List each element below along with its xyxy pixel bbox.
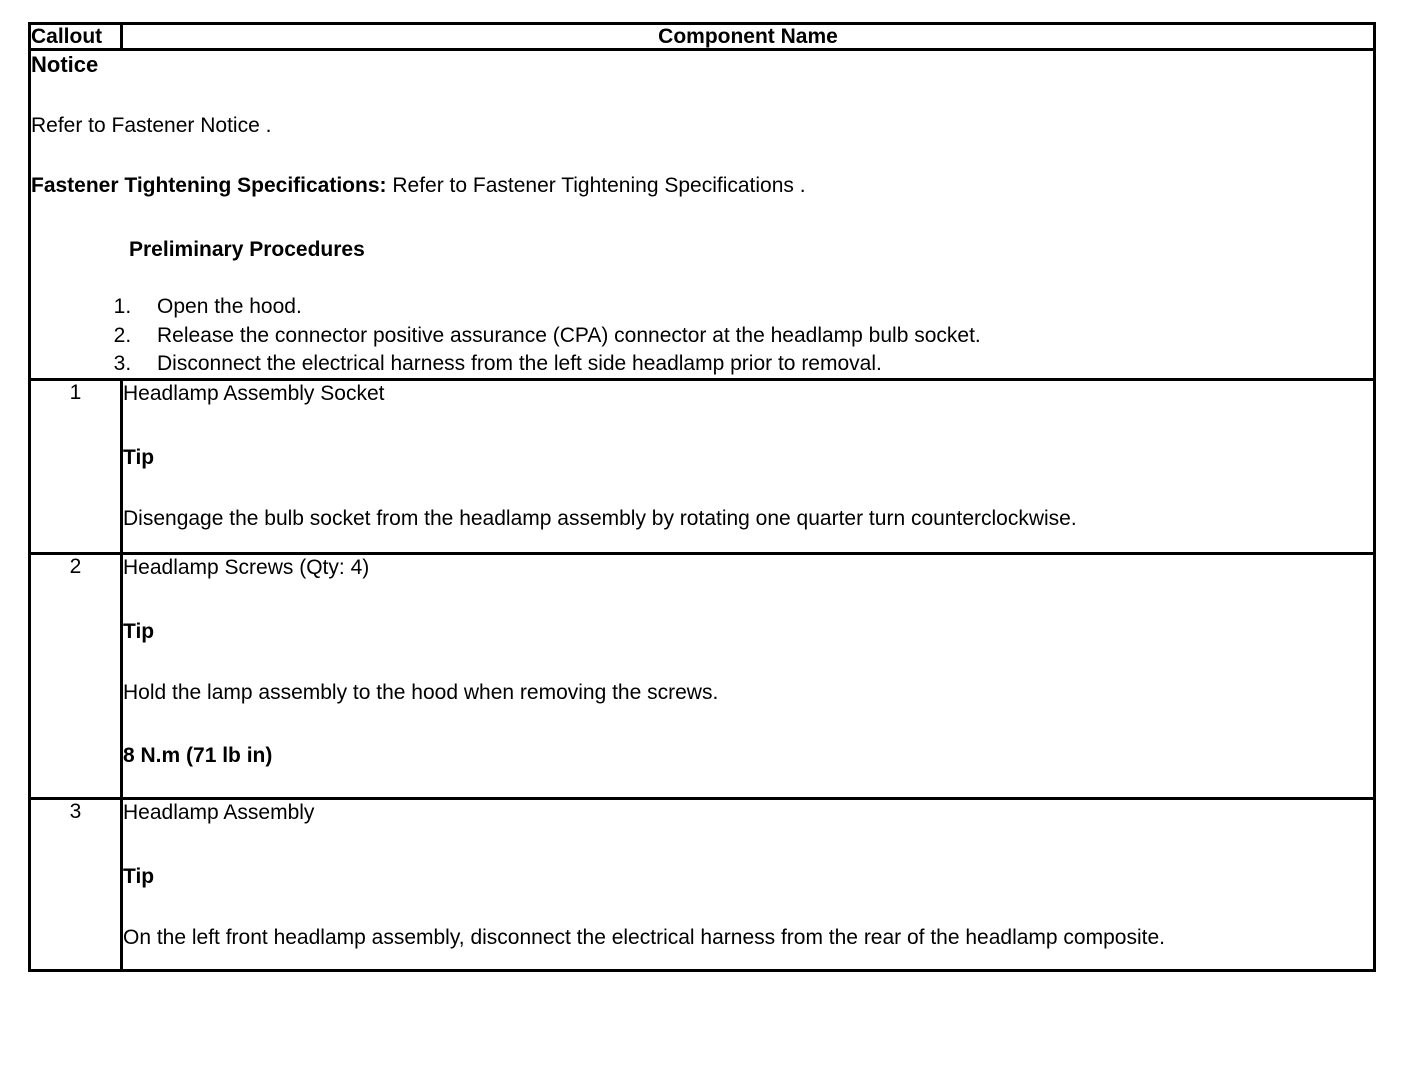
component-name: Headlamp Assembly: [123, 801, 315, 825]
notice-row: [30, 50, 1375, 380]
fastener-spec-label: Fastener Tightening Specifications:: [31, 173, 387, 197]
tip-label: Tip: [123, 619, 155, 643]
callout-number: 1: [30, 380, 122, 554]
table-row: [30, 380, 1375, 554]
callout-number: 3: [30, 799, 122, 971]
component-name: Headlamp Assembly Socket: [123, 382, 385, 406]
preliminary-steps-list: [31, 293, 1373, 378]
component-cell: [122, 380, 1375, 554]
notice-cell: [30, 50, 1375, 380]
tip-label: Tip: [123, 445, 155, 469]
table-row: [30, 799, 1375, 971]
component-cell: [122, 799, 1375, 971]
notice-refer-line: Refer to Fastener Notice .: [31, 113, 272, 137]
fastener-spec-line: [31, 173, 1373, 199]
procedure-table: [28, 22, 1376, 972]
component-cell: [122, 554, 1375, 799]
table-header-row: [30, 24, 1375, 50]
tip-text: Disengage the bulb socket from the headlamp assembly by rotating one quarter turn counterclockwise.: [123, 506, 1077, 530]
list-item: 1. Open the hood.: [137, 293, 1373, 321]
preliminary-procedures-title: Preliminary Procedures: [129, 238, 365, 262]
header-component-name: Component Name: [122, 24, 1375, 50]
table-row: [30, 554, 1375, 799]
torque-spec: 8 N.m (71 lb in): [123, 743, 273, 767]
fastener-spec-text: Refer to Fastener Tightening Specifications .: [386, 173, 806, 197]
tip-label: Tip: [123, 864, 155, 888]
list-item: 2. Release the connector positive assurance (CPA) connector at the headlamp bulb socket.: [137, 322, 1373, 350]
tip-text: Hold the lamp assembly to the hood when removing the screws.: [123, 680, 719, 704]
tip-text: On the left front headlamp assembly, disconnect the electrical harness from the rear of the headlamp composite.: [123, 925, 1165, 949]
callout-number: 2: [30, 554, 122, 799]
component-name: Headlamp Screws (Qty: 4): [123, 556, 370, 580]
list-item: 3. Disconnect the electrical harness from the left side headlamp prior to removal.: [137, 350, 1373, 378]
notice-title: Notice: [31, 52, 99, 78]
header-callout: Callout: [30, 24, 122, 50]
